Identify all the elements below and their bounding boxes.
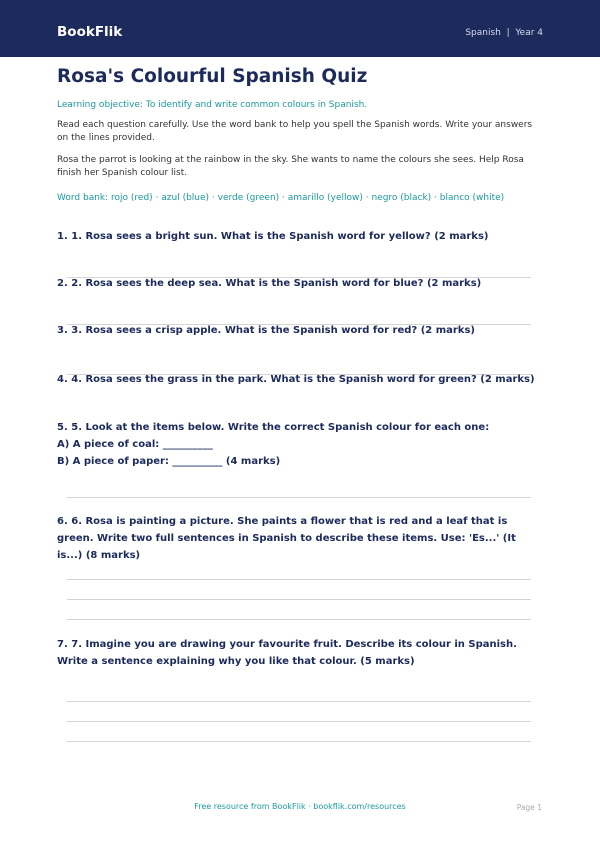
brand-logo: BookFlik — [57, 24, 123, 40]
question-4: 4. 4. Rosa sees the grass in the park. What is the Spanish word for green? (2 marks) — [57, 374, 535, 385]
page-number: Page 1 — [516, 803, 542, 812]
story-text: Rosa the parrot is looking at the rainbow in the sky. She wants to name the colours she sees. Help Rosa finish her Spanish colour list. — [57, 155, 524, 178]
answer-line-q7-1[interactable] — [67, 701, 531, 702]
answer-line-q7-3[interactable] — [67, 741, 531, 742]
subject-label: Spanish | Year 4 — [465, 28, 543, 38]
page-header — [0, 0, 600, 57]
learning-objective: Learning objective: To identify and write common colours in Spanish. — [57, 100, 368, 110]
question-5-prompt: 5. 5. Look at the items below. Write the correct Spanish colour for each one: — [57, 422, 490, 433]
question-3: 3. 3. Rosa sees a crisp apple. What is the Spanish word for red? (2 marks) — [57, 325, 475, 336]
answer-line-q6-1[interactable] — [67, 579, 531, 580]
question-5 — [57, 419, 535, 470]
worksheet-intro — [57, 64, 544, 203]
instructions-text: Read each question carefully. Use the word bank to help you spell the Spanish words. Write your answers on the lines provided. — [57, 120, 533, 143]
page-title: Rosa's Colourful Spanish Quiz — [57, 66, 368, 87]
question-1: 1. 1. Rosa sees a bright sun. What is the Spanish word for yellow? (2 marks) — [57, 231, 489, 242]
question-5-part-a: A) A piece of coal: __________ — [57, 439, 213, 450]
word-bank: Word bank: rojo (red) · azul (blue) · verde (green) · amarillo (yellow) · negro (black) · blanco (white) — [57, 193, 505, 203]
answer-line-q6-2[interactable] — [67, 599, 531, 600]
footer-credit: Free resource from BookFlik · bookflik.com/resources — [194, 802, 406, 811]
answer-line-q5[interactable] — [67, 497, 531, 498]
question-5-part-b: B) A piece of paper: __________ (4 marks) — [57, 456, 281, 467]
question-7: 7. 7. Imagine you are drawing your favourite fruit. Describe its colour in Spanish. Write a sentence explaining why you like that colour. (5 marks) — [57, 639, 517, 667]
question-2: 2. 2. Rosa sees the deep sea. What is the Spanish word for blue? (2 marks) — [57, 278, 482, 289]
answer-line-q6-3[interactable] — [67, 619, 531, 620]
question-6: 6. 6. Rosa is painting a picture. She paints a flower that is red and a leaf that is green. Write two full sentences in Spanish to describe these items. Use: 'Es...' (It is...) (8 marks) — [57, 516, 516, 561]
answer-line-q7-2[interactable] — [67, 721, 531, 722]
